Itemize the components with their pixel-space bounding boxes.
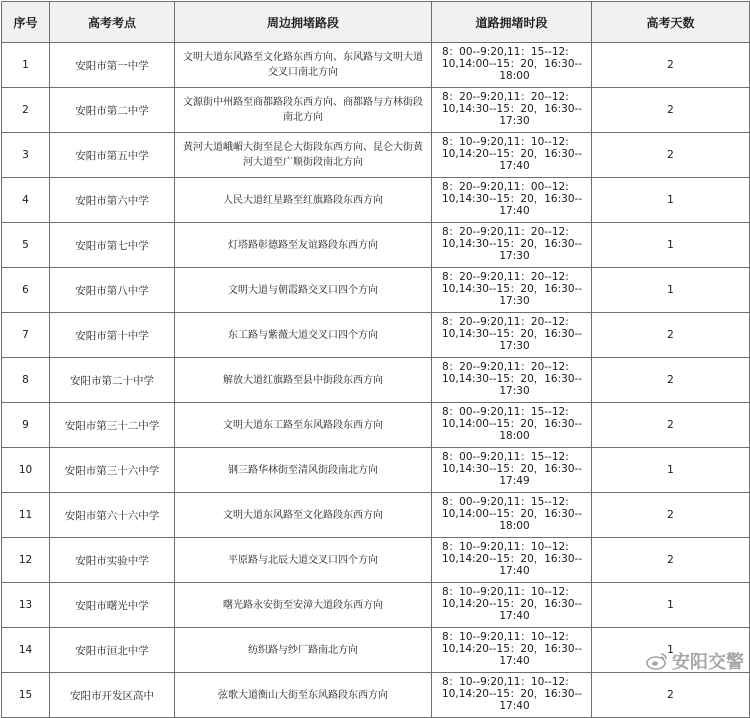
exam-site: 安阳市洹北中学	[50, 628, 175, 673]
exam-site: 安阳市实验中学	[50, 538, 175, 583]
table-row	[2, 628, 750, 673]
time-line: 17:40	[499, 655, 530, 667]
time-line: 8：20--9:20,11：20--12:	[442, 91, 569, 103]
time-line: 8：20--9:20,11：20--12:	[442, 361, 569, 373]
congested-road: 曙光路永安街至安漳大道段东西方向	[175, 583, 432, 628]
exam-days: 1	[592, 268, 750, 313]
congestion-time	[432, 88, 592, 133]
table-row	[2, 358, 750, 403]
exam-site: 安阳市第七中学	[50, 223, 175, 268]
row-number: 13	[2, 583, 50, 628]
time-line: 8：20--9:20,11：00--12:	[442, 181, 569, 193]
header-days: 高考天数	[592, 2, 750, 43]
table-row	[2, 493, 750, 538]
table-row	[2, 403, 750, 448]
time-line: 17:30	[499, 250, 530, 262]
time-line: 8：10--9:20,11：10--12:	[442, 586, 569, 598]
header-site: 高考考点	[50, 2, 175, 43]
row-number: 1	[2, 43, 50, 88]
time-line: 17:40	[499, 205, 530, 217]
time-line: 17:40	[499, 565, 530, 577]
time-line: 10,14:20--15：20，16:30--	[442, 553, 583, 565]
congestion-time	[432, 268, 592, 313]
time-line: 10,14:00--15：20，16:30--	[442, 508, 583, 520]
time-line: 10,14:30--15：20，16:30--	[442, 283, 583, 295]
time-line: 10,14:30--15：20，16:30--	[442, 238, 583, 250]
congestion-time	[432, 403, 592, 448]
exam-days: 1	[592, 223, 750, 268]
congestion-time	[432, 313, 592, 358]
row-number: 2	[2, 88, 50, 133]
exam-days: 2	[592, 133, 750, 178]
congestion-time	[432, 133, 592, 178]
time-line: 17:30	[499, 385, 530, 397]
exam-site: 安阳市开发区高中	[50, 673, 175, 718]
congested-road: 文明大道东工路至东风路段东西方向	[175, 403, 432, 448]
congestion-time	[432, 673, 592, 718]
exam-days: 2	[592, 88, 750, 133]
row-number: 15	[2, 673, 50, 718]
table-row	[2, 178, 750, 223]
time-line: 17:40	[499, 160, 530, 172]
time-line: 8：20--9:20,11：20--12:	[442, 226, 569, 238]
row-number: 6	[2, 268, 50, 313]
time-line: 10,14:30--15：20，16:30--	[442, 193, 583, 205]
exam-site: 安阳市第一中学	[50, 43, 175, 88]
table-row	[2, 313, 750, 358]
congested-road: 灯塔路彰德路至友谊路段东西方向	[175, 223, 432, 268]
congested-road: 弦歌大道衡山大街至东风路段东西方向	[175, 673, 432, 718]
table-row	[2, 133, 750, 178]
table-row	[2, 268, 750, 313]
exam-site: 安阳市曙光中学	[50, 583, 175, 628]
row-number: 11	[2, 493, 50, 538]
row-number: 3	[2, 133, 50, 178]
congested-road: 钢三路华林街至清风街段南北方向	[175, 448, 432, 493]
exam-site: 安阳市第五中学	[50, 133, 175, 178]
traffic-congestion-table	[1, 1, 750, 718]
exam-site: 安阳市第六十六中学	[50, 493, 175, 538]
time-line: 18:00	[499, 520, 530, 532]
table-row	[2, 223, 750, 268]
table-row	[2, 448, 750, 493]
congestion-time	[432, 628, 592, 673]
time-line: 8：20--9:20,11：20--12:	[442, 316, 569, 328]
row-number: 4	[2, 178, 50, 223]
time-line: 10,14:00--15：20，16:30--	[442, 58, 583, 70]
exam-days: 2	[592, 43, 750, 88]
row-number: 7	[2, 313, 50, 358]
row-number: 9	[2, 403, 50, 448]
congestion-time	[432, 223, 592, 268]
time-line: 8：10--9:20,11：10--12:	[442, 676, 569, 688]
time-line: 17:40	[499, 700, 530, 712]
time-line: 8：00--9:20,11：15--12:	[442, 46, 569, 58]
row-number: 8	[2, 358, 50, 403]
row-number: 12	[2, 538, 50, 583]
time-line: 17:30	[499, 295, 530, 307]
header-no: 序号	[2, 2, 50, 43]
time-line: 10,14:30--15：20，16:30--	[442, 463, 583, 475]
congestion-time	[432, 448, 592, 493]
time-line: 8：10--9:20,11：10--12:	[442, 631, 569, 643]
congested-road: 文明大道东风路至文化路段东西方向	[175, 493, 432, 538]
time-line: 8：00--9:20,11：15--12:	[442, 496, 569, 508]
time-line: 8：10--9:20,11：10--12:	[442, 541, 569, 553]
exam-days: 2	[592, 673, 750, 718]
weibo-icon	[646, 652, 668, 670]
exam-days: 1	[592, 628, 750, 673]
time-line: 10,14:20--15：20，16:30--	[442, 598, 583, 610]
exam-days: 2	[592, 358, 750, 403]
row-number: 10	[2, 448, 50, 493]
congested-road: 文明大道东风路至文化路东西方向、东风路与文明大道交叉口南北方向	[175, 43, 432, 88]
time-line: 10,14:20--15：20，16:30--	[442, 148, 583, 160]
time-line: 8：20--9:20,11：20--12:	[442, 271, 569, 283]
time-line: 10,14:20--15：20，16:30--	[442, 643, 583, 655]
congested-road: 解放大道红旗路至县中街段东西方向	[175, 358, 432, 403]
congestion-time	[432, 178, 592, 223]
time-line: 17:49	[499, 475, 530, 487]
time-line: 8：00--9:20,11：15--12:	[442, 406, 569, 418]
exam-days: 1	[592, 448, 750, 493]
time-line: 10,14:30--15：20，16:30--	[442, 373, 583, 385]
congestion-time	[432, 43, 592, 88]
watermark	[646, 648, 744, 674]
time-line: 17:30	[499, 340, 530, 352]
congestion-time	[432, 538, 592, 583]
exam-days: 2	[592, 313, 750, 358]
time-line: 10,14:20--15：20，16:30--	[442, 688, 583, 700]
time-line: 8：00--9:20,11：15--12:	[442, 451, 569, 463]
exam-days: 1	[592, 178, 750, 223]
table-row	[2, 673, 750, 718]
exam-site: 安阳市第十中学	[50, 313, 175, 358]
exam-days: 1	[592, 583, 750, 628]
exam-days: 2	[592, 538, 750, 583]
header-time: 道路拥堵时段	[432, 2, 592, 43]
exam-site: 安阳市第三十二中学	[50, 403, 175, 448]
time-line: 17:30	[499, 115, 530, 127]
exam-days: 2	[592, 493, 750, 538]
time-line: 10,14:30--15：20，16:30--	[442, 103, 583, 115]
exam-site: 安阳市第二十中学	[50, 358, 175, 403]
congested-road: 黄河大道峨嵋大街至昆仑大街段东西方向、昆仑大街黄河大道至广顺街段南北方向	[175, 133, 432, 178]
table-row	[2, 583, 750, 628]
congestion-time	[432, 583, 592, 628]
congested-road: 东工路与紫薇大道交叉口四个方向	[175, 313, 432, 358]
table-row	[2, 88, 750, 133]
congested-road: 文明大道与朝霞路交叉口四个方向	[175, 268, 432, 313]
exam-site: 安阳市第六中学	[50, 178, 175, 223]
table-header-row	[2, 2, 750, 43]
time-line: 8：10--9:20,11：10--12:	[442, 136, 569, 148]
time-line: 10,14:30--15：20，16:30--	[442, 328, 583, 340]
congestion-time	[432, 493, 592, 538]
row-number: 5	[2, 223, 50, 268]
time-line: 17:40	[499, 610, 530, 622]
table-row	[2, 43, 750, 88]
exam-days: 2	[592, 403, 750, 448]
exam-site: 安阳市第八中学	[50, 268, 175, 313]
watermark-text: 安阳交警	[672, 652, 744, 673]
congestion-time	[432, 358, 592, 403]
time-line: 10,14:00--15：20，16:30--	[442, 418, 583, 430]
table-body	[2, 43, 750, 718]
congested-road: 纺织路与纱厂路南北方向	[175, 628, 432, 673]
time-line: 18:00	[499, 70, 530, 82]
exam-site: 安阳市第二中学	[50, 88, 175, 133]
row-number: 14	[2, 628, 50, 673]
congested-road: 文源街中州路至商都路段东西方向、商都路与方林街段南北方向	[175, 88, 432, 133]
congested-road: 平原路与北辰大道交叉口四个方向	[175, 538, 432, 583]
table-row	[2, 538, 750, 583]
congested-road: 人民大道红星路至红旗路段东西方向	[175, 178, 432, 223]
exam-site: 安阳市第三十六中学	[50, 448, 175, 493]
time-line: 18:00	[499, 430, 530, 442]
header-road: 周边拥堵路段	[175, 2, 432, 43]
